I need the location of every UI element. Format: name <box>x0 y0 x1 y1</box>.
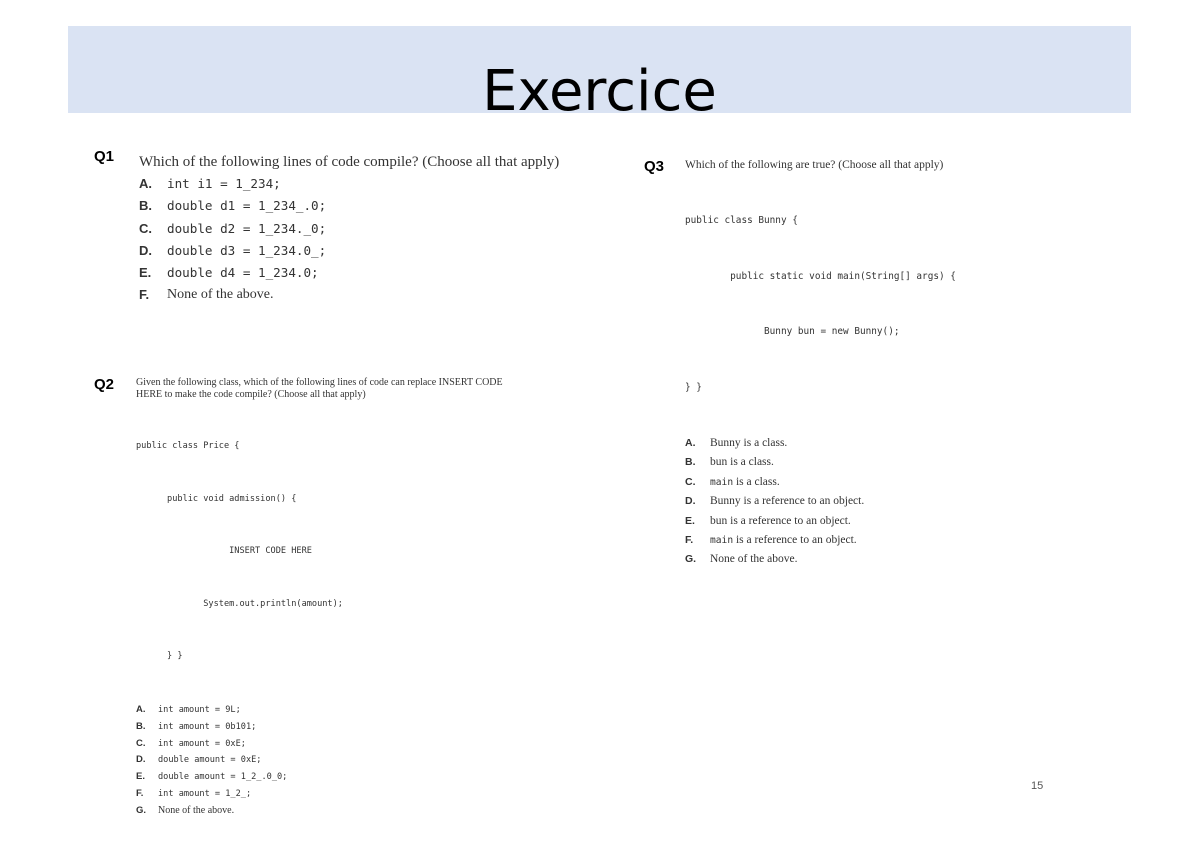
option-text: None of the above. <box>167 287 274 303</box>
q2-option-b <box>136 719 503 736</box>
option-letter: B. <box>139 198 152 214</box>
q2-option-e <box>136 769 503 786</box>
option-letter: G. <box>136 804 147 816</box>
option-text <box>710 453 956 472</box>
q3-option-f <box>685 531 956 550</box>
q3-options <box>685 434 956 570</box>
option-letter: D. <box>685 495 696 508</box>
option-letter: E. <box>685 514 695 527</box>
option-letter: C. <box>139 220 152 236</box>
option-letter: B. <box>685 456 696 469</box>
q2-prompt-line-2: HERE to make the code compile? (Choose all that apply) <box>136 389 366 400</box>
q3-label: Q3 <box>644 158 665 175</box>
option-text <box>710 531 956 550</box>
option-text: int amount = 1_2_; <box>158 788 252 799</box>
q3-option-g <box>685 550 956 569</box>
option-letter: D. <box>136 754 146 766</box>
code-line: } } <box>136 651 183 662</box>
q3-option-b <box>685 453 956 472</box>
option-text: double d1 = 1_234_.0; <box>167 198 327 214</box>
question-1 <box>139 151 559 307</box>
q3-option-a <box>685 434 956 453</box>
option-code: main <box>710 476 734 488</box>
q2-code-block <box>136 401 503 702</box>
code-line: public class Bunny { <box>685 215 798 226</box>
option-rest: is a class. <box>733 475 780 488</box>
q1-option-e <box>139 262 559 284</box>
option-text: int amount = 0xE; <box>158 738 246 749</box>
code-line: public static void main(String[] args) { <box>685 270 956 282</box>
option-rest: is a reference to an object. <box>733 534 857 547</box>
q2-option-d <box>136 752 503 769</box>
q3-prompt: Which of the following are true? (Choose all that apply) <box>685 159 944 171</box>
option-letter: C. <box>685 475 696 488</box>
option-rest: None of the above. <box>710 553 798 566</box>
q3-code-block <box>685 174 956 434</box>
option-rest: Bunny is a class. <box>710 437 788 449</box>
q1-option-b <box>139 195 559 217</box>
q2-option-a <box>136 702 503 719</box>
code-line: } } <box>685 381 702 393</box>
option-text: double amount = 1_2_.0_0; <box>158 772 288 783</box>
option-letter: F. <box>136 787 144 799</box>
question-3 <box>685 157 956 570</box>
option-letter: A. <box>139 176 152 191</box>
q2-label: Q2 <box>94 376 115 393</box>
option-letter: B. <box>136 720 146 732</box>
q2-prompt-line-1: Given the following class, which of the following lines of code can replace INSERT CODE <box>136 377 503 388</box>
option-letter: C. <box>136 737 146 749</box>
option-letter: A. <box>136 703 146 715</box>
q3-option-d <box>685 492 956 511</box>
q2-option-c <box>136 736 503 753</box>
option-rest: Bunny is a reference to an object. <box>710 495 865 508</box>
q2-option-g <box>136 803 503 820</box>
option-text <box>710 473 956 492</box>
option-letter: E. <box>136 771 145 783</box>
q1-option-c <box>139 218 559 240</box>
question-2 <box>136 377 503 820</box>
q3-option-e <box>685 512 956 531</box>
q2-options <box>136 702 503 820</box>
option-rest: bun is a reference to an object. <box>710 514 851 527</box>
title-banner <box>68 26 1131 124</box>
q3-option-c <box>685 473 956 492</box>
code-line: public void admission() { <box>136 493 297 504</box>
option-text: double d4 = 1_234.0; <box>167 265 319 281</box>
option-letter: G. <box>685 553 697 566</box>
page-number: 15 <box>1031 780 1044 792</box>
option-text: double d3 = 1_234.0_; <box>167 242 327 258</box>
option-letter: F. <box>139 287 150 303</box>
code-line: Bunny bun = new Bunny(); <box>685 326 900 337</box>
option-text: double amount = 0xE; <box>158 755 262 766</box>
option-code: main <box>710 535 734 547</box>
option-text: int i1 = 1_234; <box>167 176 281 191</box>
q1-option-d <box>139 240 559 262</box>
option-text <box>710 512 956 531</box>
q1-option-a <box>139 173 559 195</box>
q1-prompt: Which of the following lines of code compile? (Choose all that apply) <box>139 154 560 170</box>
slide-title: Exercice <box>482 59 717 124</box>
option-text <box>710 550 956 569</box>
code-line: public class Price { <box>136 441 240 451</box>
q1-label: Q1 <box>94 148 115 165</box>
option-text: int amount = 9L; <box>158 704 241 715</box>
q1-option-f <box>139 284 559 306</box>
option-text: None of the above. <box>158 804 235 816</box>
option-text <box>710 434 956 453</box>
option-text <box>710 492 956 511</box>
option-letter: A. <box>685 437 696 449</box>
option-text: int amount = 0b101; <box>158 721 257 732</box>
option-letter: D. <box>139 242 152 258</box>
option-letter: F. <box>685 534 694 547</box>
q2-option-f <box>136 786 503 803</box>
q1-options <box>139 173 559 307</box>
code-line: System.out.println(amount); <box>136 598 343 609</box>
option-letter: E. <box>139 265 152 281</box>
option-text: double d2 = 1_234._0; <box>167 220 327 236</box>
code-line: INSERT CODE HERE <box>136 546 312 557</box>
option-rest: bun is a class. <box>710 456 774 469</box>
